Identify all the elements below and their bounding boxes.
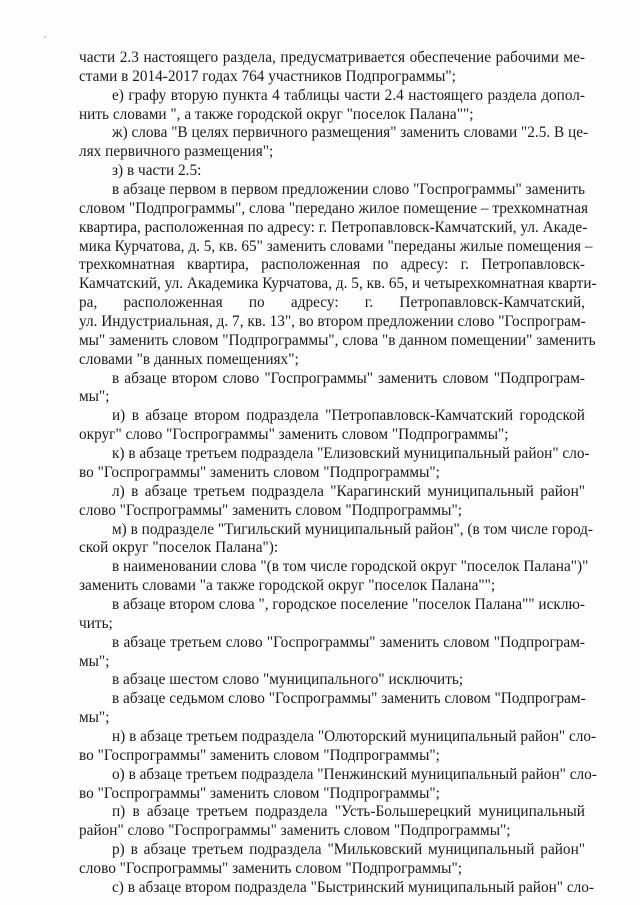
text-line: во "Госпрограммы" заменить словом "Подпрограммы";: [79, 463, 440, 481]
text-line: квартира, расположенная по адресу: г. Петропавловск-Камчатский, ул. Акаде-: [79, 218, 588, 236]
text-line: район" слово "Госпрограммы" заменить словом "Подпрограммы";: [79, 822, 511, 840]
text-line: в абзаце седьмом слово "Госпрограммы" заменить словом "Подпрограм-: [112, 690, 586, 708]
text-line: заменить словами "а также городской округ "поселок Палана"";: [79, 577, 496, 595]
scan-artifact: [44, 36, 46, 38]
text-line: н) в абзаце третьем подраздела "Олюторский муниципальный район" сло-: [112, 727, 597, 745]
text-line: мы";: [79, 388, 110, 406]
text-line: округ" слово "Госпрограммы" заменить словом "Подпрограммы";: [79, 426, 509, 444]
text-line: слово "Госпрограммы" заменить словом "Подпрограммы";: [79, 859, 462, 877]
text-line: в абзаце третьем слово "Госпрограммы" заменить словом "Подпрограм-: [112, 633, 585, 651]
text-line: нить словами ", а также городской округ "поселок Палана"";: [79, 105, 474, 123]
text-line: стами в 2014-2017 годах 764 участников Подпрограммы";: [79, 67, 456, 85]
text-line: части 2.3 настоящего раздела, предусматривается обеспечение рабочими ме-: [79, 49, 585, 66]
text-line: в абзаце шестом слово "муниципального" исключить;: [112, 671, 464, 689]
text-line: п) в абзаце третьем подраздела "Усть-Большерецкий муниципальный: [112, 803, 585, 821]
text-line: о) в абзаце третьем подраздела "Пенжинский муниципальный район" сло-: [112, 765, 597, 783]
text-line: во "Госпрограммы" заменить словом "Подпрограммы";: [79, 784, 440, 802]
text-line: ра, расположенная по адресу: г. Петропавловск-Камчатский,: [79, 294, 585, 312]
text-line: е) графу вторую пункта 4 таблицы части 2.4 настоящего раздела допол-: [112, 86, 585, 104]
text-line: р) в абзаце третьем подраздела "Мильковский муниципальный район": [112, 841, 585, 859]
text-line: Камчатский, ул. Академика Курчатова, д. 5, кв. 65, и четырехкомнатная кварти-: [79, 275, 597, 293]
text-line: и) в абзаце втором подраздела "Петропавловск-Камчатский городской: [112, 407, 585, 425]
text-line: лях первичного размещения";: [79, 143, 274, 161]
text-line: ской округ "поселок Палана"):: [79, 539, 279, 557]
text-line: в абзаце втором слова ", городское поселение "поселок Палана"" исклю-: [112, 595, 585, 613]
text-line: ул. Индустриальная, д. 7, кв. 13", во втором предложении слово "Госпрограм-: [79, 313, 586, 331]
text-line: к) в абзаце третьем подраздела "Елизовский муниципальный район" сло-: [112, 445, 590, 463]
text-line: трехкомнатная квартира, расположенная по адресу: г. Петропавловск-: [79, 256, 585, 274]
text-line: в абзаце первом в первом предложении слово "Госпрограммы" заменить: [112, 181, 585, 199]
text-line: л) в абзаце третьем подраздела "Карагинский муниципальный район": [112, 482, 585, 500]
text-line: в наименовании слова "(в том числе городской округ "поселок Палана")": [112, 558, 589, 576]
text-line: словами "в данных помещениях";: [79, 350, 299, 368]
text-line: слово "Госпрограммы" заменить словом "Подпрограммы";: [79, 501, 462, 519]
text-line: мика Курчатова, д. 5, кв. 65" заменить словами "переданы жилые помещения –: [79, 237, 593, 255]
text-line: мы" заменить словом "Подпрограммы", слова "в данном помещении" заменить: [79, 331, 596, 349]
text-line: мы";: [79, 709, 110, 727]
text-line: м) в подразделе "Тигильский муниципальный район", (в том числе город-: [112, 520, 594, 538]
text-line: з) в части 2.5:: [112, 162, 202, 180]
text-line: ж) слова "В целях первичного размещения" заменить словами "2.5. В це-: [112, 124, 589, 142]
text-line: с) в абзаце втором подраздела "Быстринский муниципальный район" сло-: [112, 878, 595, 896]
text-line: чить;: [79, 614, 113, 632]
text-line: словом "Подпрограммы", слова "передано жилое помещение – трехкомнатная: [79, 199, 589, 217]
text-line: во "Госпрограммы" заменить словом "Подпрограммы";: [79, 746, 440, 764]
text-line: в абзаце втором слово "Госпрограммы" заменить словом "Подпрограм-: [112, 369, 585, 387]
text-line: мы";: [79, 652, 110, 670]
